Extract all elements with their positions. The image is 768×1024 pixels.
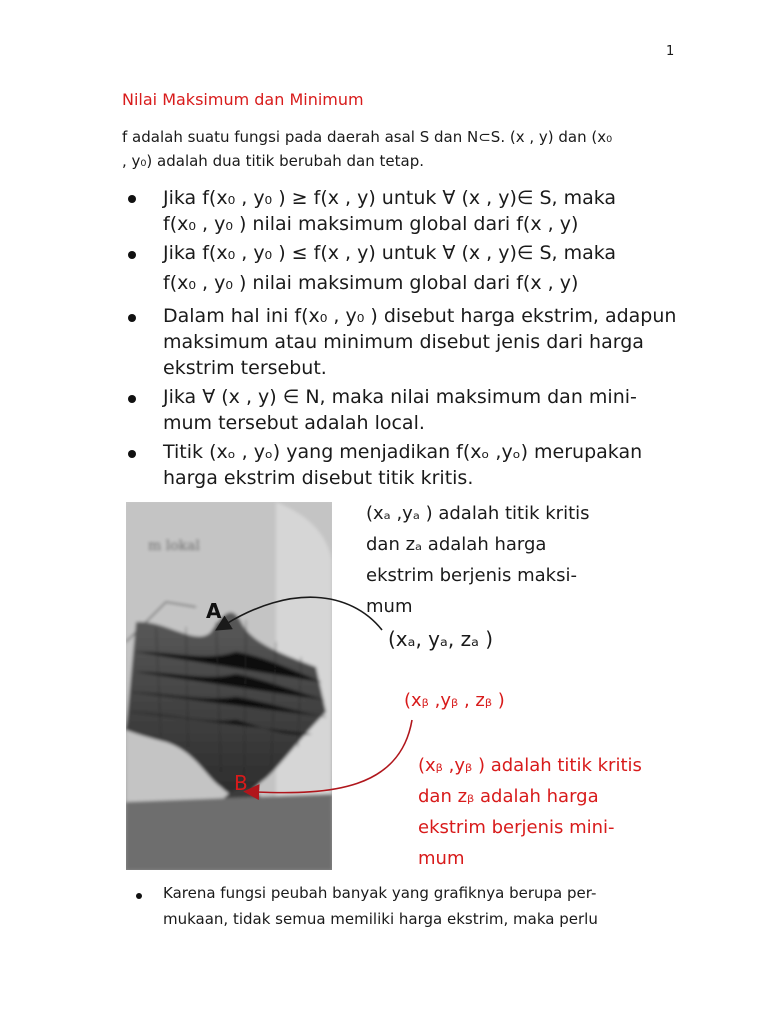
point-b-label: (xᵦ ,yᵦ , zᵦ ): [404, 690, 505, 711]
bullet-4-line-1: Jika ∀ (x , y) ∈ N, maka nilai maksimum dan mini-: [163, 386, 637, 408]
bullet-dot: [128, 395, 136, 403]
bullet-1-line-2: f(x₀ , y₀ ) nilai maksimum global dari f(x , y): [163, 213, 579, 235]
bullet-dot: [128, 251, 136, 259]
photo-text: m lokal: [148, 538, 200, 554]
surface-plot-image: [126, 502, 332, 870]
desc-b-line-1: (xᵦ ,yᵦ ) adalah titik kritis: [418, 755, 642, 776]
label-b: B: [234, 771, 248, 795]
bullet-4-line-2: mum tersebut adalah local.: [163, 412, 425, 434]
bullet-1-line-1: Jika f(x₀ , y₀ ) ≥ f(x , y) untuk ∀ (x , y)∈ S, maka: [163, 187, 617, 209]
desc-a-line-4: mum: [366, 596, 413, 617]
bullet-2-line-2: f(x₀ , y₀ ) nilai maksimum global dari f(x , y): [163, 272, 579, 294]
desc-b-line-2: dan zᵦ adalah harga: [418, 786, 599, 807]
bullet-dot: [128, 314, 136, 322]
bullet-3-line-2: maksimum atau minimum disebut jenis dari harga: [163, 331, 644, 353]
desc-a-line-3: ekstrim berjenis maksi-: [366, 565, 577, 586]
desc-a-line-2: dan zₐ adalah harga: [366, 534, 547, 555]
bullet-2-line-1: Jika f(x₀ , y₀ ) ≤ f(x , y) untuk ∀ (x , y)∈ S, maka: [163, 242, 617, 264]
desc-b-line-3: ekstrim berjenis mini-: [418, 817, 615, 838]
desc-a-line-1: (xₐ ,yₐ ) adalah titik kritis: [366, 503, 590, 524]
bullet-5-line-1: Titik (xₒ , yₒ) yang menjadikan f(xₒ ,yₒ) merupakan: [163, 441, 643, 463]
point-a-label: (xₐ, yₐ, zₐ ): [388, 627, 494, 651]
desc-b-line-4: mum: [418, 848, 465, 869]
bullet-3-line-3: ekstrim tersebut.: [163, 357, 327, 379]
footer-line-2: mukaan, tidak semua memiliki harga ekstrim, maka perlu: [163, 910, 598, 928]
bullet-dot: [128, 195, 136, 203]
label-a: A: [206, 599, 222, 623]
intro-line-1: f adalah suatu fungsi pada daerah asal S dan N⊂S. (x , y) dan (x₀: [122, 128, 613, 146]
footer-line-1: Karena fungsi peubah banyak yang grafiknya berupa per-: [163, 884, 597, 902]
page-number: 1: [666, 44, 675, 59]
bullet-3-line-1: Dalam hal ini f(x₀ , y₀ ) disebut harga ekstrim, adapun: [163, 305, 677, 327]
intro-line-2: , y₀) adalah dua titik berubah dan tetap.: [122, 152, 424, 170]
footer-bullet-dot: [136, 893, 142, 899]
page-title: Nilai Maksimum dan Minimum: [122, 90, 364, 109]
bullet-dot: [128, 450, 136, 458]
bullet-5-line-2: harga ekstrim disebut titik kritis.: [163, 467, 474, 489]
surface-plot-photo: [126, 502, 332, 870]
